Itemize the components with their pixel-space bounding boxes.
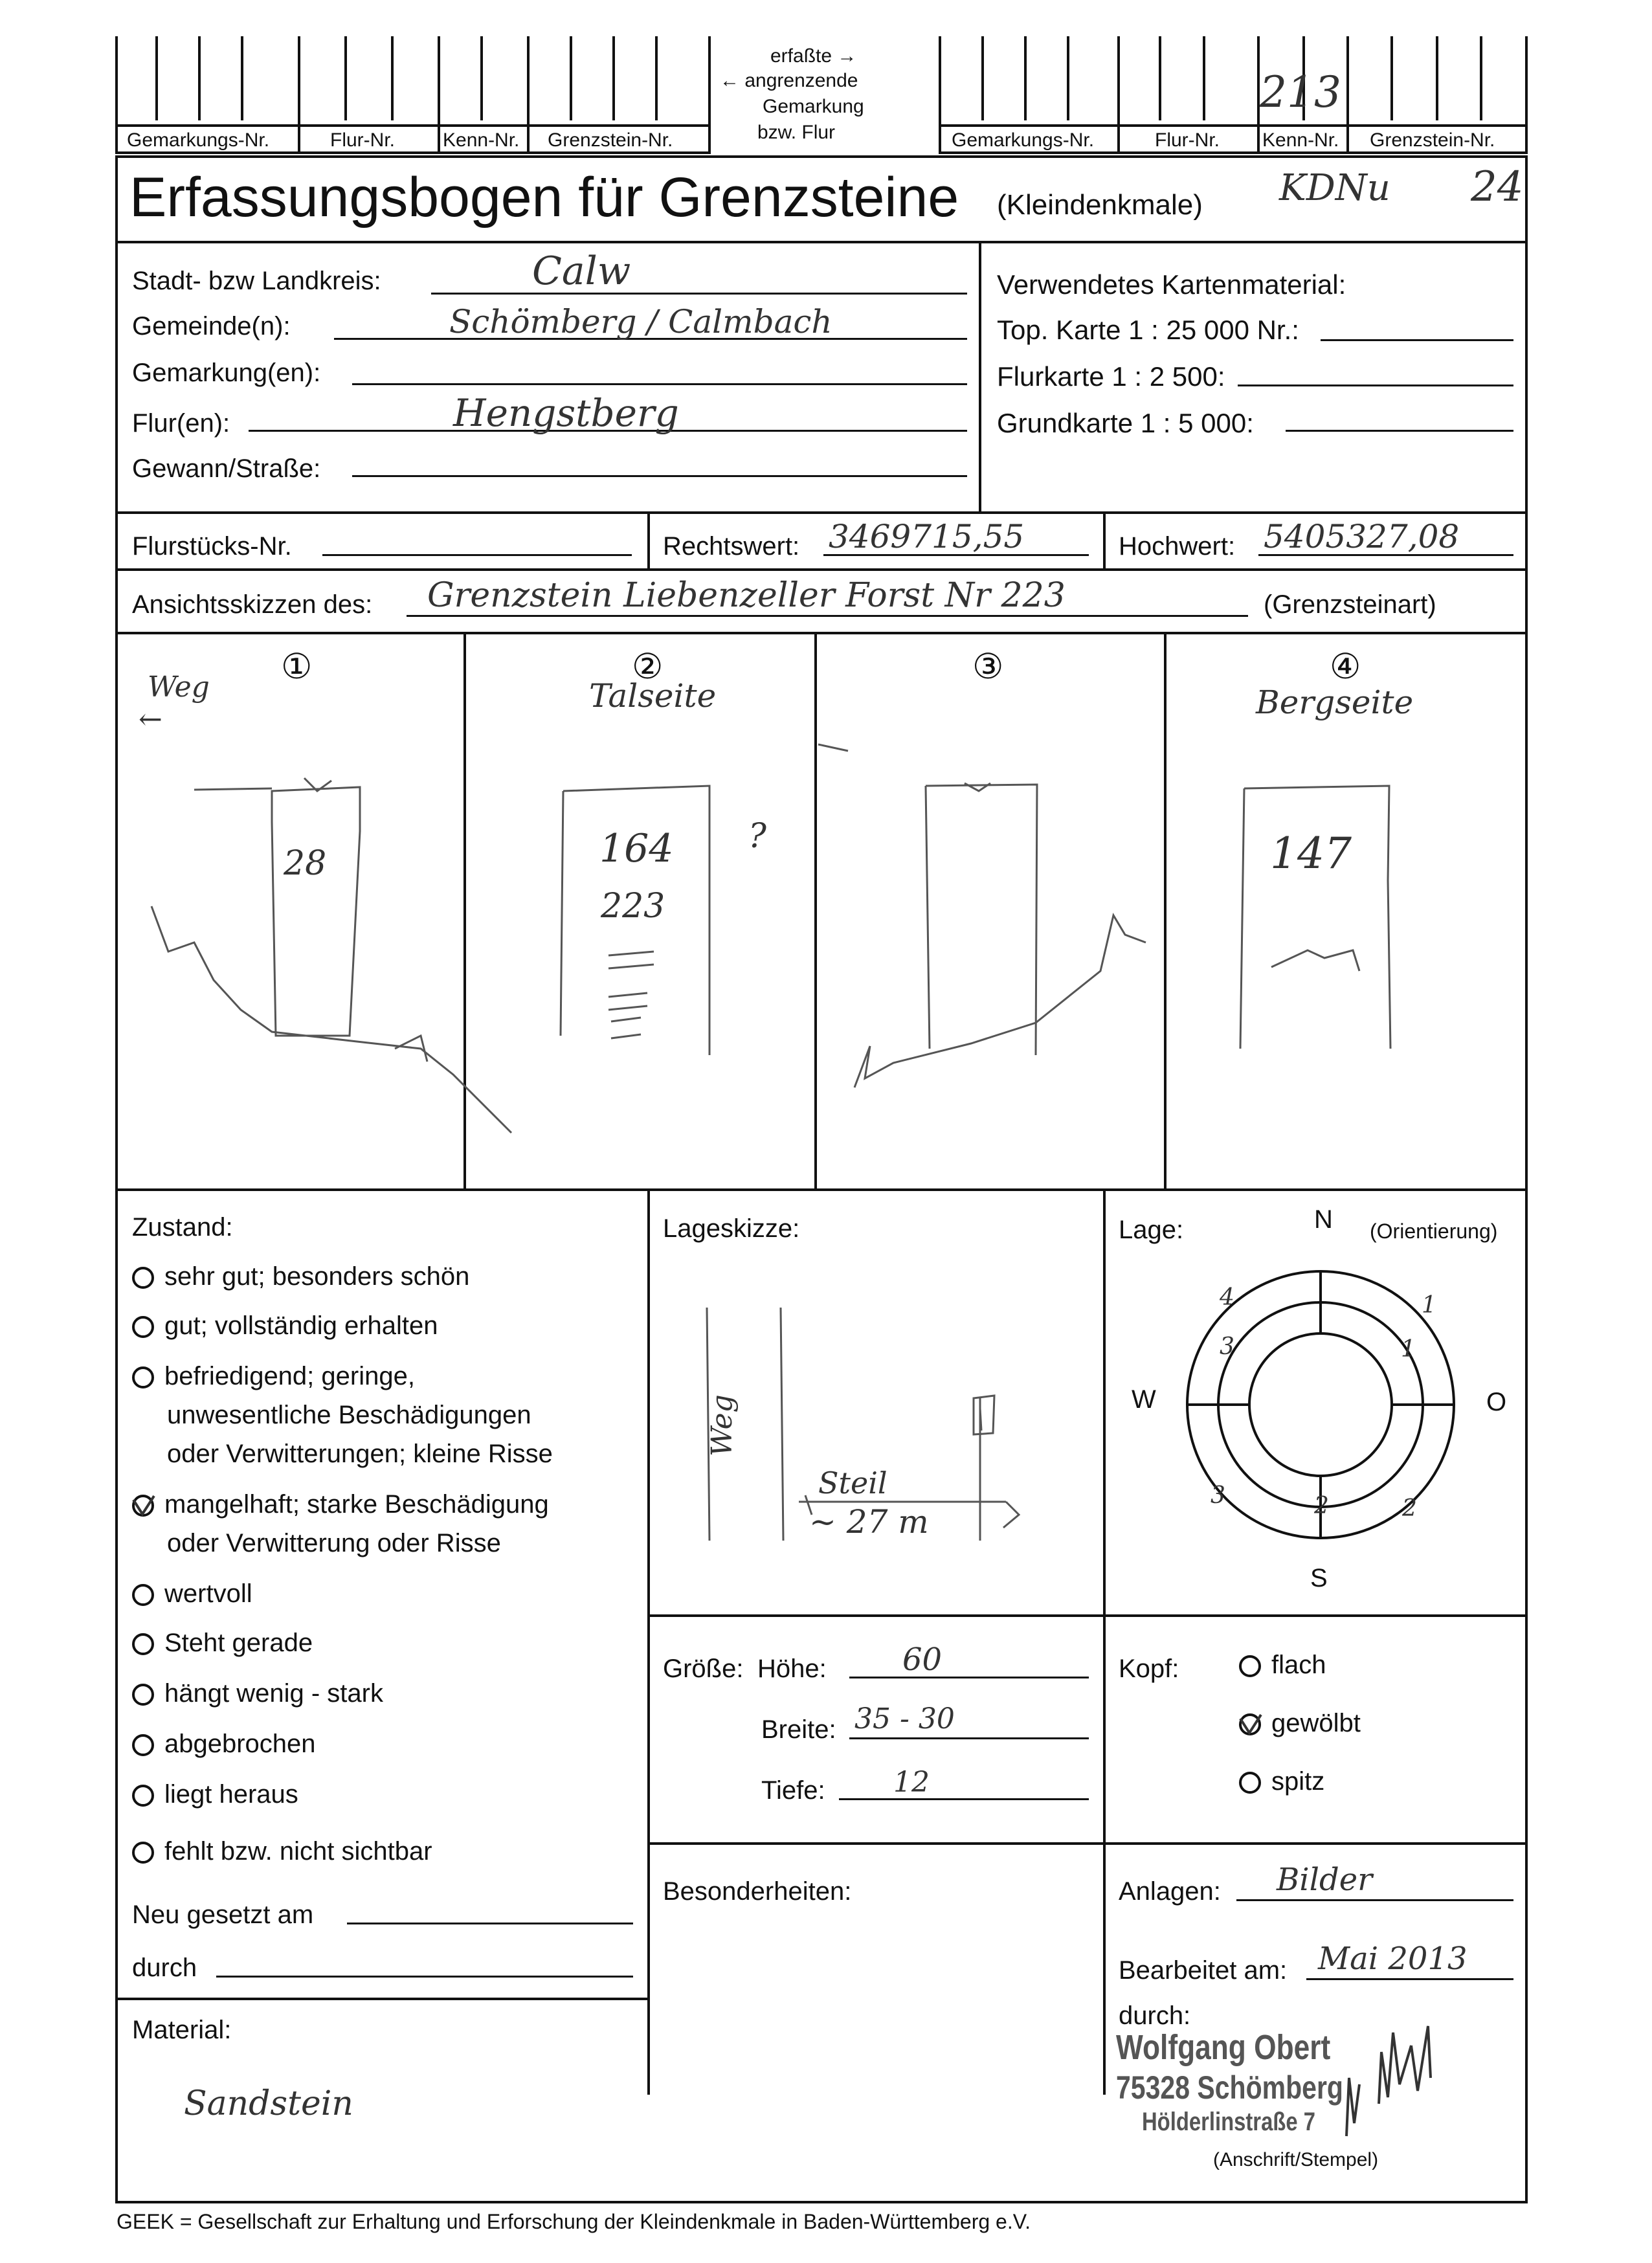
lageskizze-distance: ~ 27 m [809,1503,929,1541]
radio-icon [132,1267,154,1289]
kopf-option-spitz[interactable]: spitz [1239,1767,1324,1796]
kd-code: KDNu [1279,167,1390,209]
hochwert-label: Hochwert: [1119,532,1236,561]
neu-gesetzt-label: Neu gesetzt am [132,1901,314,1929]
label-gemarkungs-nr-right: Gemarkungs-Nr. [952,129,1095,151]
radio-icon [1239,1772,1261,1794]
breite-line[interactable] [849,1737,1089,1739]
hoehe-value: 60 [902,1642,943,1678]
stamp-street: Hölderlinstraße 7 [1142,2108,1315,2136]
ansicht-label: Ansichtsskizzen des: [132,590,373,619]
divider-sketch-bottom [115,1188,1528,1191]
sketch2-note: Talseite [589,677,717,715]
label-flur-nr: Flur-Nr. [330,129,395,151]
form-subtitle: (Kleindenkmale) [997,189,1203,221]
radio-icon [132,1316,154,1338]
sketch-number-1: ① [281,647,313,686]
anlagen-value: Bilder [1277,1862,1373,1898]
lageskizze-weg: Weg [706,1394,739,1456]
zustand-option-liegt-heraus[interactable]: liegt heraus [132,1780,298,1809]
kopf-label: Kopf: [1119,1655,1179,1683]
sketch-number-3: ③ [972,647,1004,686]
compass-direction-4: 4 [1220,1284,1234,1311]
rechtswert-value: 3469715,55 [829,518,1025,555]
label-gemarkungs-nr: Gemarkungs-Nr. [127,129,270,151]
compass-east: O [1486,1388,1507,1416]
center-line4: bzw. Flur [757,122,836,143]
tiefe-label: Tiefe: [761,1776,825,1805]
zustand-option-befriedigend[interactable]: befriedigend; geringe, [132,1362,415,1391]
gemeinde-value: Schömberg / Calmbach [449,303,832,340]
zustand-option-mangelhaft-line2: oder Verwitterung oder Risse [167,1529,501,1557]
zustand-heading: Zustand: [132,1213,233,1242]
check-mark-icon [131,1493,157,1519]
sketch-number-4: ④ [1330,647,1361,686]
divider-lower-2 [1103,1188,1106,2095]
compass-north: N [1314,1205,1333,1234]
sketch4-note: Bergseite [1256,684,1414,721]
sketch1-arrow-icon: ← [139,703,162,736]
radio-icon [132,1734,154,1756]
sketch2-number: 164 [599,826,674,871]
zustand-option-abgebrochen[interactable]: abgebrochen [132,1730,316,1759]
sketch1-weg-note: Weg [148,671,210,704]
kopf-option-flach[interactable]: flach [1239,1651,1326,1680]
zustand-option-befriedigend-line2: unwesentliche Beschädigungen [167,1401,531,1429]
tiefe-line[interactable] [839,1798,1089,1800]
center-line1: erfaßte → [770,45,857,67]
bearbeitet-label: Bearbeitet am: [1119,1956,1288,1985]
zustand-option-fehlt[interactable]: fehlt bzw. nicht sichtbar [132,1837,432,1866]
check-mark-icon [1238,1712,1264,1738]
label-flur-nr-right: Flur-Nr. [1155,129,1220,151]
ansicht-value: Grenzstein Liebenzeller Forst Nr 223 [427,576,1066,615]
label-kenn-nr: Kenn-Nr. [443,129,520,151]
groesse-label: Größe: [663,1655,744,1683]
lage-orientierung: (Orientierung) [1370,1220,1498,1243]
footer-text: GEEK = Gesellschaft zur Erhaltung und Erforschung der Kleindenkmale in Baden-Württemberg e.V. [117,2210,1031,2233]
rechtswert-label: Rechtswert: [663,532,800,561]
radio-icon [132,1633,154,1655]
sketch1-number: 28 [284,844,327,883]
hochwert-value: 5405327,08 [1264,518,1460,555]
zustand-durch-line[interactable] [216,1976,633,1978]
sketch2-question: ? [748,817,766,856]
radio-icon [132,1584,154,1606]
gewann-label: Gewann/Straße: [132,454,321,483]
kenn-value: 213 [1260,67,1341,117]
lageskizze-steil: Steil [818,1466,887,1500]
stamp-postcode: 75328 Schömberg [1116,2069,1343,2106]
bearbeitet-line[interactable] [1306,1978,1513,1980]
radio-icon [132,1785,154,1807]
sketch4-number: 147 [1270,829,1352,878]
compass-south: S [1310,1564,1328,1592]
tiefe-value: 12 [893,1766,930,1799]
grenzsteinart-label: (Grenzsteinart) [1264,590,1436,619]
breite-label: Breite: [761,1715,836,1744]
label-grenzstein-nr-right: Grenzstein-Nr. [1370,129,1495,151]
center-line2: ← angrenzende [720,70,858,91]
compass-west: W [1132,1385,1156,1414]
flur-value: Hengstberg [453,391,679,435]
flurstueck-label: Flurstücks-Nr. [132,532,292,561]
kopf-option-gewoelbt[interactable]: gewölbt [1239,1709,1361,1738]
gemarkung-label: Gemarkung(en): [132,359,321,387]
kreis-label: Stadt- bzw Landkreis: [132,267,381,295]
radio-icon [132,1366,154,1388]
flur-label: Flur(en): [132,409,230,438]
divider-groesse-bottom [647,1842,1528,1845]
hoehe-line[interactable] [849,1677,1089,1678]
top-karte-label: Top. Karte 1 : 25 000 Nr.: [997,315,1299,345]
zustand-option-gut[interactable]: gut; vollständig erhalten [132,1311,438,1341]
signature [1340,2007,1482,2162]
kd-code-number: 24 [1471,163,1524,211]
zustand-option-befriedigend-line3: oder Verwitterungen; kleine Risse [167,1440,553,1468]
radio-icon [132,1842,154,1864]
besonderheiten-label: Besonderheiten: [663,1877,852,1906]
compass-direction-1-outer: 1 [1422,1292,1436,1319]
stamp-name: Wolfgang Obert [1116,2028,1331,2067]
lage-heading: Lage: [1119,1216,1184,1244]
hoehe-label: Höhe: [757,1655,827,1683]
sketch-number-2: ② [632,647,664,686]
compass-direction-2-outer: 2 [1402,1495,1417,1522]
breite-value: 35 - 30 [854,1702,955,1735]
compass-direction-3-outer: 3 [1211,1482,1225,1509]
radio-checked-icon [132,1495,154,1517]
divider-zustand-bottom [115,1998,650,2000]
compass-direction-2-inner: 2 [1314,1493,1329,1519]
zustand-option-steht-gerade[interactable]: Steht gerade [132,1629,313,1658]
grundkarte-label: Grundkarte 1 : 5 000: [997,408,1254,438]
center-line3: Gemarkung [763,96,864,117]
zustand-option-sehr-gut[interactable]: sehr gut; besonders schön [132,1262,469,1291]
divider-lage-bottom [647,1614,1528,1617]
radio-icon [1239,1655,1261,1677]
zustand-option-mangelhaft[interactable]: mangelhaft; starke Beschädigung [132,1490,549,1519]
anlagen-label: Anlagen: [1119,1877,1221,1906]
anlagen-durch-label: durch: [1119,2001,1191,2030]
label-grenzstein-nr: Grenzstein-Nr. [548,129,673,151]
material-value: Sandstein [184,2084,353,2123]
anlagen-line[interactable] [1236,1899,1513,1901]
radio-icon [132,1684,154,1706]
zustand-durch-label: durch [132,1954,197,1982]
compass-direction-3-inner: 3 [1220,1333,1234,1360]
stamp-caption: (Anschrift/Stempel) [1213,2149,1379,2170]
radio-checked-icon [1239,1713,1261,1735]
flurkarte-label: Flurkarte 1 : 2 500: [997,361,1225,392]
zustand-option-haengt[interactable]: hängt wenig - stark [132,1679,383,1708]
label-kenn-nr-right: Kenn-Nr. [1262,129,1339,151]
bearbeitet-value: Mai 2013 [1318,1941,1468,1977]
lageskizze-heading: Lageskizze: [663,1214,800,1243]
zustand-option-wertvoll[interactable]: wertvoll [132,1579,252,1609]
material-label: Material: [132,2016,232,2044]
gemeinde-label: Gemeinde(n): [132,312,291,340]
sketch2-number2: 223 [601,887,665,926]
maps-heading: Verwendetes Kartenmaterial: [997,269,1346,300]
neu-gesetzt-line[interactable] [347,1923,633,1924]
kreis-value: Calw [532,249,631,294]
form-title: Erfassungsbogen für Grenzsteine [129,166,959,229]
compass-direction-1-inner: 1 [1401,1336,1416,1363]
